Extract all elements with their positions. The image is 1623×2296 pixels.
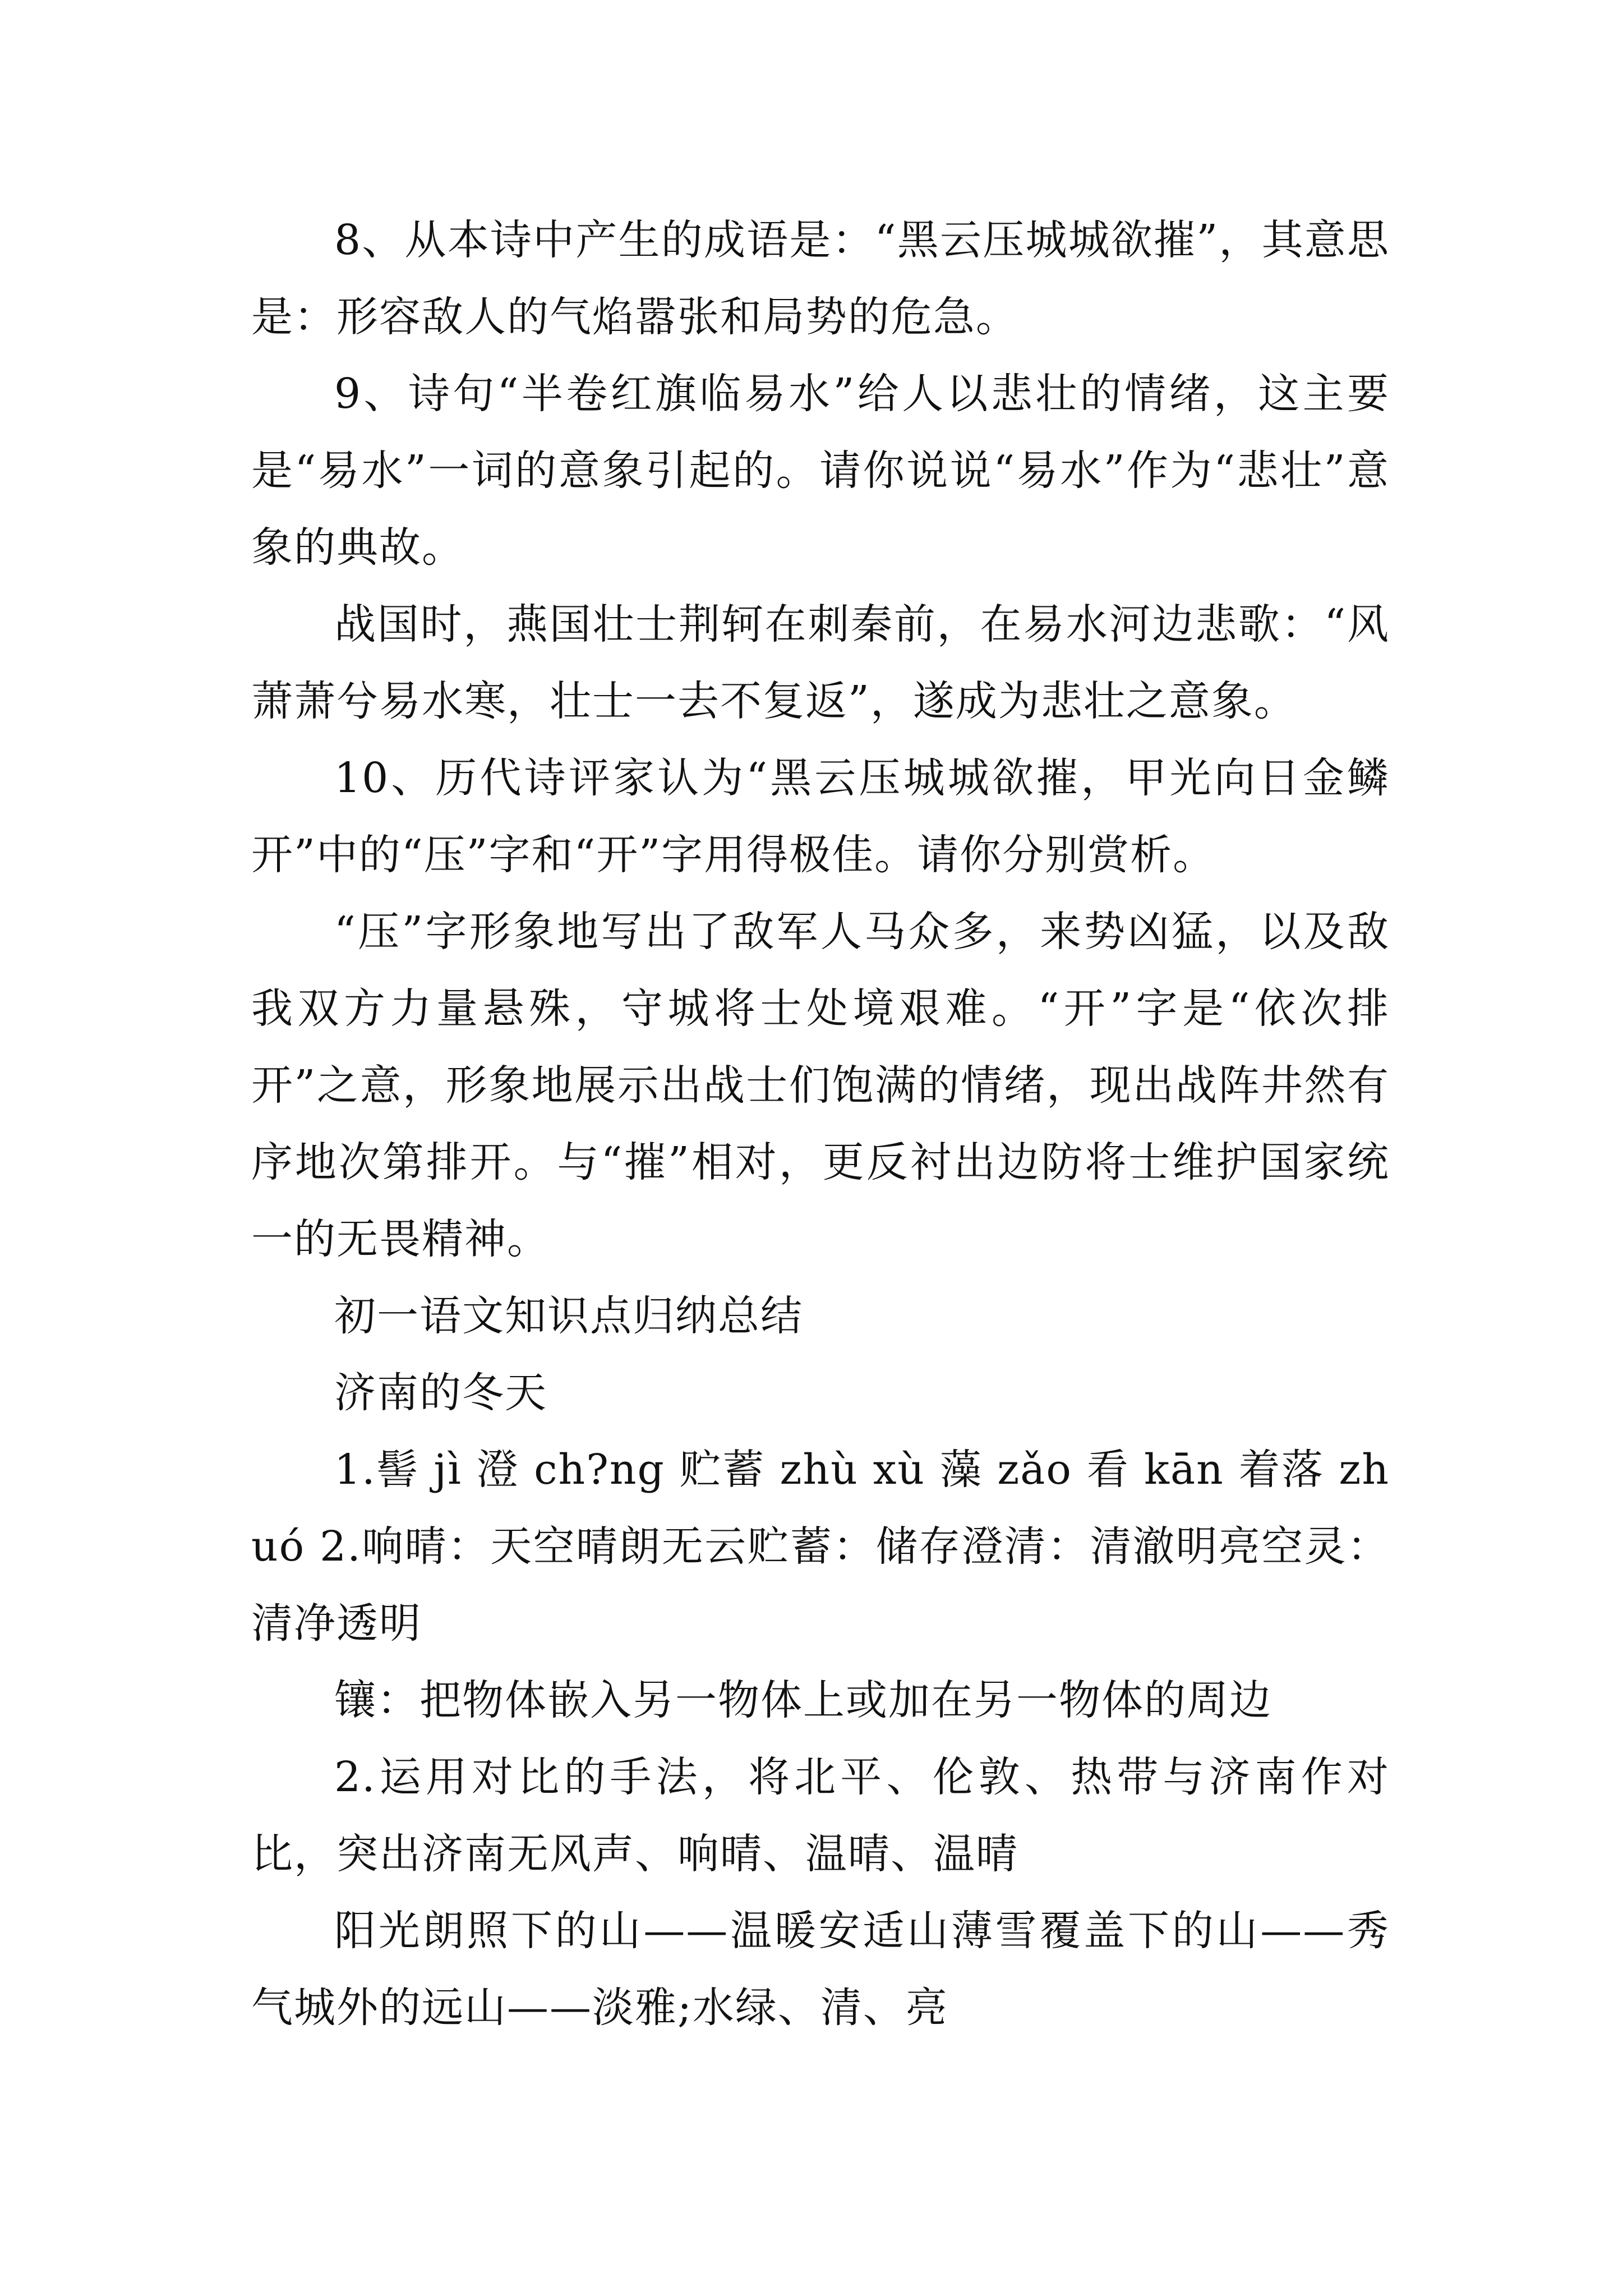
document-page: [251, 202, 1390, 2046]
scenery-paragraph: 阳光朗照下的山——温暖安适山薄雪覆盖下的山——秀气城外的远山——淡雅;水绿、清、亮: [251, 1907, 1390, 2032]
definition-paragraph: 镶：把物体嵌入另一物体上或加在另一物体的周边: [334, 1676, 1272, 1724]
question-8-paragraph: 8、从本诗中产生的成语是：“黑云压城城欲摧”，其意思是：形容敌人的气焰嚣张和局势的危急。: [251, 216, 1390, 341]
contrast-paragraph: 2.运用对比的手法，将北平、伦敦、热带与济南作对比，突出济南无风声、响晴、温晴、温晴: [251, 1753, 1390, 1878]
answer-10-paragraph: “压”字形象地写出了敌军人马众多，来势凶猛，以及敌我双方力量悬殊，守城将士处境艰难。“开”字是“依次排开”之意，形象地展示出战士们饱满的情绪，现出战阵井然有序地次第排开。与“摧”相对，更反衬出边防将士维护国家统一的无畏精神。: [251, 908, 1390, 1263]
lesson-title: 济南的冬天: [334, 1369, 547, 1417]
question-10-paragraph: 10、历代诗评家认为“黑云压城城欲摧，甲光向日金鳞开”中的“压”字和“开”字用得极佳。请你分别赏析。: [251, 754, 1390, 879]
section-heading: 初一语文知识点归纳总结: [334, 1292, 803, 1340]
answer-9-paragraph: 战国时，燕国壮士荆轲在刺秦前，在易水河边悲歌：“风萧萧兮易水寒，壮士一去不复返”，遂成为悲壮之意象。: [251, 600, 1390, 725]
vocabulary-paragraph: 1.髻 jì 澄 ch?ng 贮蓄 zhù xù 藻 zǎo 看 kān 着落 zhuó 2.响晴：天空晴朗无云贮蓄：储存澄清：清澈明亮空灵：清净透明: [251, 1446, 1390, 1648]
question-9-paragraph: 9、诗句“半卷红旗临易水”给人以悲壮的情绪，这主要是“易水”一词的意象引起的。请你说说“易水”作为“悲壮”意象的典故。: [251, 370, 1390, 572]
